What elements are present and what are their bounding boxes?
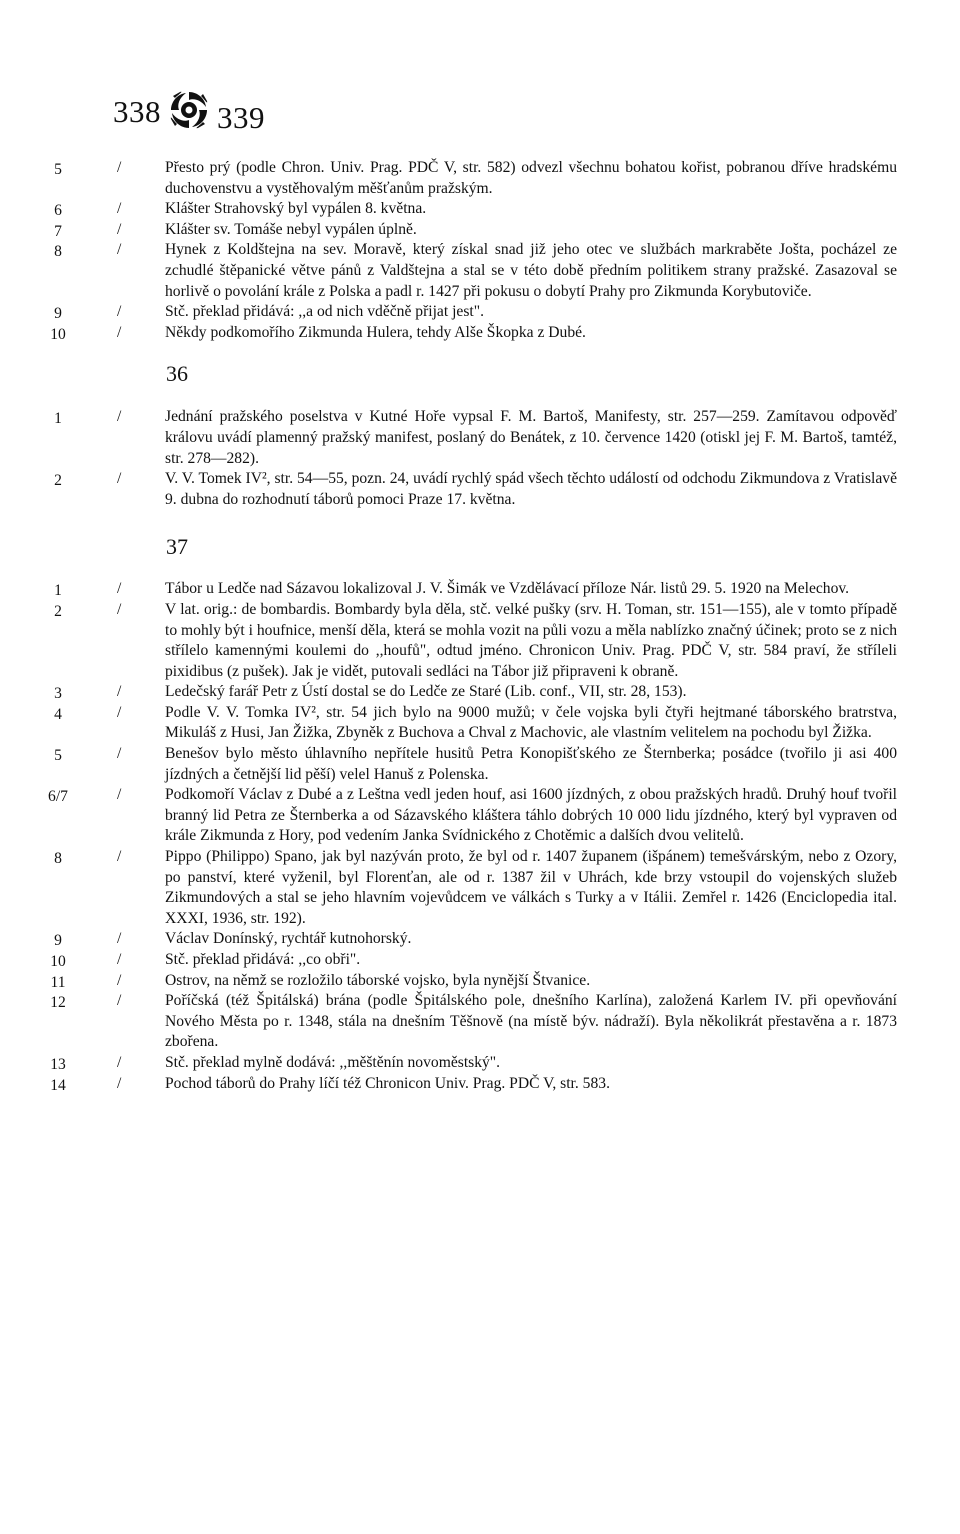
footnote-separator: / (117, 745, 122, 763)
footnote (0, 929, 960, 950)
chapter-heading-36: 36 (166, 361, 188, 387)
footnote (0, 469, 960, 510)
footnote-text: Někdy podkomořího Zikmunda Hulera, tehdy Alše Škopka z Dubé. (165, 323, 586, 341)
footnote-number: 10 (50, 325, 66, 343)
footnote-separator: / (117, 600, 122, 618)
footnote (0, 971, 960, 992)
notes-content (0, 158, 960, 1094)
footnote-text: Stč. překlad přidává: ,,co obři". (165, 951, 361, 968)
footnote-separator: / (117, 848, 122, 866)
footnote-separator: / (117, 971, 122, 989)
footnote-text: Benešov bylo město úhlavního nepřítele husitů Petra Konopišťského ze Šternberka; posádce (tvořilo ji asi 400 jízdných a četnější lid pěší) velel Hanuš z Polenska. (165, 745, 897, 783)
footnote-text: Klášter Strahovský byl vypálen 8. května. (165, 200, 427, 218)
footnote-text: Podle V. V. Tomka IV², str. 54 jich bylo na 9000 mužů; v čele vojska byli čtyři hejtmané táborského bratrstva, Mikuláš z Husi, Jan Žižka, Zbyněk z Buchova a Chval z Machovic, ale vlastním velitelem na pochodu byl Žižka. (165, 703, 897, 742)
footnote-separator: / (117, 159, 122, 176)
footnote (0, 1074, 960, 1095)
page-number-right: 339 (217, 100, 265, 135)
footnote-text: Klášter sv. Tomáše nebyl vypálen úplně. (165, 220, 417, 238)
footnote-separator: / (117, 580, 122, 598)
footnote-text: Pippo (Philippo) Spano, jak byl nazýván proto, že byl od r. 1407 županem (išpánem) temešvárským, nebo z Ozory, po panství, které vyženil, byl Florenťan, ale od r. 1387 žil v Uhrách, kde brzy vstoupil do vojenských služeb Zikmundových a stal se jeho hlavním vojevůdcem ve válkách s Turky a v Itálii. Zemřel r. 1426 (Enciclopedia ital. XXXI, 1936, str. 192). (165, 848, 897, 927)
footnote (0, 240, 960, 302)
footnote (0, 991, 960, 1053)
footnote-text: Tábor u Ledče nad Sázavou lokalizoval J. V. Šimák ve Vzdělávací příloze Nár. listů 29. 5. 1920 na Melechov. (165, 580, 850, 598)
footnote-number: 6 (54, 202, 62, 220)
footnote-text: Poříčská (též Špitálská) brána (podle Špitálského pole, dnešního Karlína), založená Karlem IV. při opevňování Nového Města po r. 1348, stála na dnešním Těšnově (na místě býv. nádraží). Byla několikrát přestavěna a r. 1873 zbořena. (165, 992, 897, 1051)
footnote-number: 5 (54, 161, 62, 178)
page-header (113, 96, 265, 140)
notes-chapter-36 (0, 407, 960, 510)
footnote (0, 950, 960, 971)
footnote (0, 158, 960, 199)
chapter-heading-37: 37 (166, 534, 188, 560)
notes-previous-chapter (0, 158, 960, 343)
footnote-number: 5 (54, 747, 62, 765)
footnote-text: Pochod táborů do Prahy líčí též Chronicon Univ. Prag. PDČ V, str. 583. (165, 1074, 610, 1092)
footnote-text: Stč. překlad přidává: ,,a od nich vděčně přijat jest". (165, 303, 485, 321)
footnote-separator: / (117, 1074, 122, 1092)
footnote-number: 1 (54, 582, 62, 600)
footnote-separator: / (117, 323, 122, 341)
footnote-number: 1 (54, 410, 62, 428)
footnote (0, 407, 960, 469)
footnote-text: Stč. překlad mylně dodává: ,,měštěnín novoměstský". (165, 1053, 501, 1071)
footnote (0, 703, 960, 744)
footnote-number: 9 (54, 305, 62, 323)
footnote-separator: / (117, 992, 122, 1010)
footnote-separator: / (117, 930, 122, 948)
footnote-separator: / (117, 241, 122, 259)
footnote-number: 7 (54, 222, 62, 240)
footnote-number: 2 (54, 472, 62, 490)
footnote-text: Hynek z Koldštejna na sev. Moravě, který získal snad již jeho otec ve službách markraběte Jošta, pocházel ze zchudlé štěpanické větve pánů z Valdštejna a stal se v této době předním politikem strany pražské. Zasazoval se horlivě o povolání krále z Polska a padl r. 1427 při pokusu o dobytí Prahy pro Zikmunda Korybutoviče. (165, 241, 897, 300)
footnote-text: Přesto prý (podle Chron. Univ. Prag. PDČ V, str. 582) odvezl všechnu bohatou kořist, pobranou dříve hradskému duchovenstvu a vystěhovalým měšťanům pražským. (165, 159, 897, 197)
footnote (0, 579, 960, 600)
notes-chapter-37 (0, 579, 960, 1094)
footnote (0, 744, 960, 785)
footnote-text: V. V. Tomek IV², str. 54—55, pozn. 24, uvádí rychlý spád všech těchto událostí od odchodu Zikmundova z Vratislavě 9. dubna do rozhodnutí táborů pomoci Praze 17. května. (165, 470, 897, 508)
footnote (0, 323, 960, 344)
footnote-separator: / (117, 786, 122, 804)
footnote-separator: / (117, 408, 122, 426)
footnote (0, 302, 960, 323)
footnote-number: 14 (50, 1076, 66, 1094)
footnote-separator: / (117, 683, 122, 701)
footnote (0, 600, 960, 682)
swirl-ornament-icon (167, 88, 211, 132)
footnote-number: 11 (50, 973, 66, 991)
footnote (0, 1053, 960, 1074)
footnote-separator: / (117, 703, 122, 721)
footnote-text: V lat. orig.: de bombardis. Bombardy byla děla, stč. velké pušky (srv. H. Toman, str. 151—155), ale v tomto případě to mohly být i houfnice, menší děla, která se mohla vozit na půli vozu a měla nablízko značný účinek; proto se z nich střílelo kamennými koulemi do ,,houfů", odtud jméno. Chronicon Univ. Prag. PDČ V, str. 584 praví, že stříleli pixidibus (z pušek). Jak je vidět, putovali sedláci na Tábor již připraveni k obraně. (165, 600, 897, 680)
footnote-number: 13 (50, 1055, 66, 1073)
page-number-left: 338 (113, 94, 161, 129)
footnote (0, 785, 960, 847)
footnote-number: 8 (54, 243, 62, 261)
footnote-separator: / (117, 470, 122, 488)
footnote-text: Ostrov, na němž se rozložilo táborské vojsko, byla nynější Štvanice. (165, 971, 591, 989)
footnote-separator: / (117, 1053, 122, 1071)
footnote-text: Ledečský farář Petr z Ústí dostal se do Ledče ze Staré (Lib. conf., VII, str. 28, 153). (165, 683, 687, 701)
footnote-number: 12 (50, 994, 66, 1012)
footnote-separator: / (117, 220, 122, 238)
footnote-number: 2 (54, 602, 62, 620)
footnote-number: 10 (50, 953, 66, 970)
footnote-number: 3 (54, 685, 62, 703)
footnote (0, 682, 960, 703)
footnote-separator: / (117, 200, 122, 218)
footnote-text: Podkomoří Václav z Dubé a z Leštna vedl jeden houf, asi 1600 jízdných, z obou pražských hradů. Druhý houf tvořil branný lid Petra ze Šternberka a od Sázavského kláštera táhlo dobrých 10 000 lidu jízdného, který byl vypraven od krále Zikmunda z Hory, pod vedením Janka Svídnického z Chotěmic a dalších dvou velitelů. (165, 786, 897, 845)
footnote-text: Václav Donínský, rychtář kutnohorský. (165, 930, 412, 948)
footnote-number: 6/7 (48, 788, 68, 806)
footnote (0, 220, 960, 241)
footnote-text: Jednání pražského poselstva v Kutné Hoře vypsal F. M. Bartoš, Manifesty, str. 257—259. Zamítavou odpověď královu uvádí plamenný pražský manifest, poslaný do Benátek, z 10. července 1420 (otiskl jej F. M. Bartoš, tamtéž, str. 278—282). (165, 408, 897, 467)
footnote (0, 199, 960, 220)
footnote (0, 847, 960, 929)
footnote-number: 8 (54, 850, 62, 868)
footnote-separator: / (117, 303, 122, 321)
footnote-number: 4 (54, 705, 62, 723)
footnote-separator: / (117, 951, 122, 968)
footnote-number: 9 (54, 932, 62, 950)
